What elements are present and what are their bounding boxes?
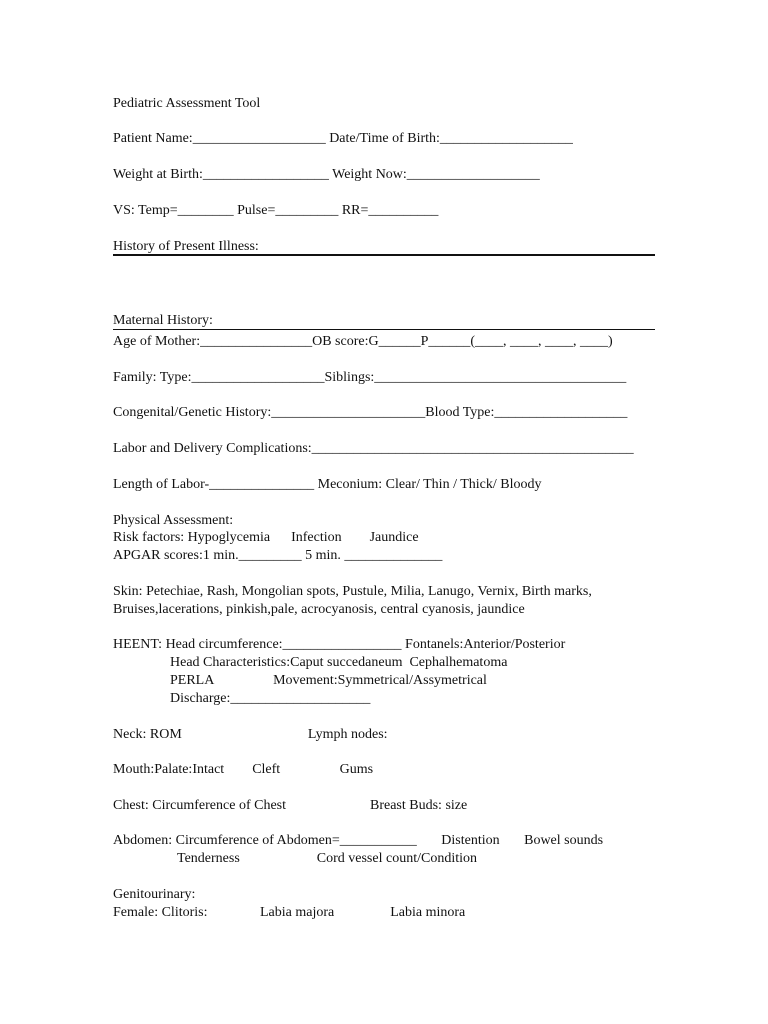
maternal-history-rule — [113, 329, 655, 330]
heent-line-2: Head Characteristics:Caput succedaneum Cephalhematoma — [170, 655, 508, 670]
skin-line-1: Skin: Petechiae, Rash, Mongolian spots, Pustule, Milia, Lanugo, Vernix, Birth marks, — [113, 584, 592, 599]
length-of-labor-line: Length of Labor-_______________ Meconium: Clear/ Thin / Thick/ Bloody — [113, 477, 542, 492]
physical-assessment-label: Physical Assessment: — [113, 513, 234, 528]
heent-line-4: Discharge:____________________ — [170, 691, 371, 706]
heent-line-1: HEENT: Head circumference:_________________ Fontanels:Anterior/Posterior — [113, 637, 566, 652]
skin-line-2: Bruises,lacerations, pinkish,pale, acrocyanosis, central cyanosis, jaundice — [113, 602, 525, 617]
congenital-history-line: Congenital/Genetic History:______________________Blood Type:___________________ — [113, 405, 628, 420]
genitourinary-label: Genitourinary: — [113, 887, 196, 902]
apgar-line: APGAR scores:1 min._________ 5 min. ______________ — [113, 548, 443, 563]
abdomen-line-1: Abdomen: Circumference of Abdomen=___________ Distention Bowel sounds — [113, 833, 604, 848]
hpi-label: History of Present Illness: — [113, 239, 259, 254]
neck-line: Neck: ROM Lymph nodes: — [113, 727, 388, 742]
female-line: Female: Clitoris: Labia majora Labia minora — [113, 905, 466, 920]
heent-line-3: PERLA Movement:Symmetrical/Assymetrical — [170, 673, 487, 688]
weight-line: Weight at Birth:__________________ Weight Now:___________________ — [113, 167, 540, 182]
age-of-mother-line: Age of Mother:________________OB score:G______P______(____, ____, ____, ____) — [113, 334, 613, 349]
maternal-history-label: Maternal History: — [113, 313, 213, 328]
chest-line: Chest: Circumference of Chest Breast Buds: size — [113, 798, 468, 813]
labor-complications-line: Labor and Delivery Complications:______________________________________________ — [113, 441, 634, 456]
form-title: Pediatric Assessment Tool — [113, 96, 261, 111]
mouth-line: Mouth:Palate:Intact Cleft Gums — [113, 762, 374, 777]
hpi-rule — [113, 254, 655, 256]
abdomen-line-2: Tenderness Cord vessel count/Condition — [177, 851, 477, 866]
vital-signs-line: VS: Temp=________ Pulse=_________ RR=__________ — [113, 203, 439, 218]
patient-name-line: Patient Name:___________________ Date/Time of Birth:___________________ — [113, 131, 573, 146]
risk-factors-line: Risk factors: Hypoglycemia Infection Jaundice — [113, 530, 419, 545]
family-line: Family: Type:___________________Siblings:____________________________________ — [113, 370, 627, 385]
